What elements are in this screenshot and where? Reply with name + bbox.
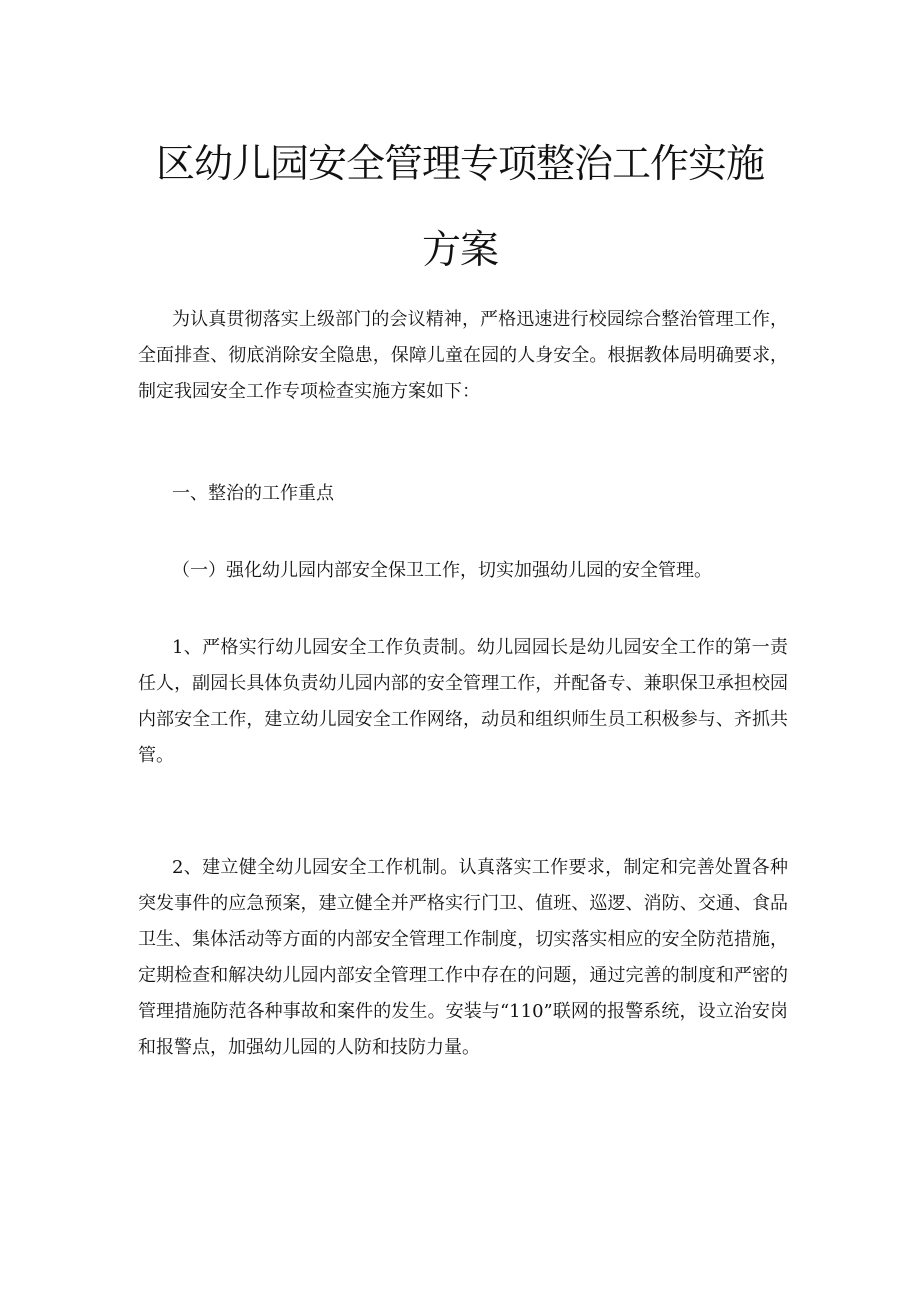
item-paragraph-2: 2、建立健全幼儿园安全工作机制。认真落实工作要求，制定和完善处置各种突发事件的应急预案，建立健全并严格实行门卫、值班、巡逻、消防、交通、食品卫生、集体活动等方面的内部安全管理工作制度，切实落实相应的安全防范措施，定期检查和解决幼儿园内部安全管理工作中存在的问题，通过完善的制度和严密的管理措施防范各种事故和案件的发生。安装与“110”联网的报警系统，设立治安岗和报警点，加强幼儿园的人防和技防力量。 (138, 857, 788, 1058)
item-paragraph-1: 1、严格实行幼儿园安全工作负责制。幼儿园园长是幼儿园安全工作的第一责任人，副园长具体负责幼儿园内部的安全管理工作，并配备专、兼职保卫承担校园内部安全工作，建立幼儿园安全工作网络，动员和组织师生员工积极参与、齐抓共管。 (138, 637, 788, 766)
intro-paragraph: 为认真贯彻落实上级部门的会议精神，严格迅速进行校园综合整治管理工作，全面排查、彻底消除安全隐患，保障儿童在园的人身安全。根据教体局明确要求，制定我园安全工作专项检查实施方案如下： (138, 309, 788, 402)
section-heading: 一、整治的工作重点 (172, 483, 334, 504)
document-title-line-2: 方案 (421, 228, 498, 273)
subsection-heading: （一）强化幼儿园内部安全保卫工作，切实加强幼儿园的安全管理。 (172, 560, 712, 581)
document-title-line-1: 区幼儿园安全管理专项整治工作实施 (155, 142, 764, 187)
